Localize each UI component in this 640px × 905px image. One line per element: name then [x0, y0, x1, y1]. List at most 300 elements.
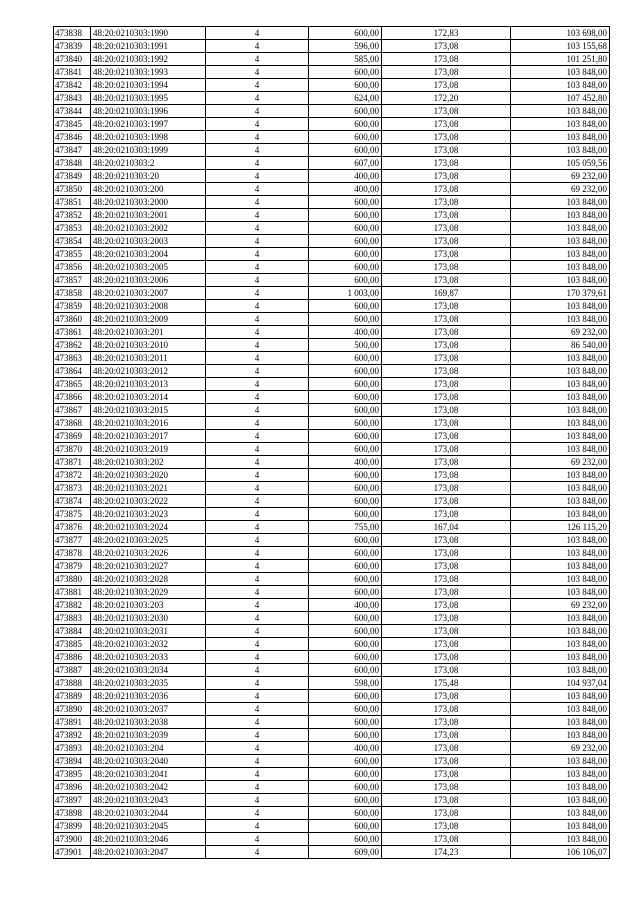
value-cell: 69 232,00 — [511, 456, 610, 469]
table-row — [54, 742, 610, 755]
table-row — [54, 248, 610, 261]
row-number-cell: 473874 — [54, 495, 91, 508]
area-cell: 600,00 — [309, 391, 382, 404]
cadastral-number-cell: 48:20:0210303:1998 — [91, 131, 206, 144]
cadastral-number-cell: 48:20:0210303:2003 — [91, 235, 206, 248]
cadastral-number-cell: 48:20:0210303:2022 — [91, 495, 206, 508]
row-number-cell: 473882 — [54, 599, 91, 612]
rate-cell: 173,08 — [382, 547, 511, 560]
cadastral-number-cell: 48:20:0210303:2013 — [91, 378, 206, 391]
cadastral-number-cell: 48:20:0210303:2030 — [91, 612, 206, 625]
class-cell: 4 — [206, 560, 309, 573]
area-cell: 600,00 — [309, 547, 382, 560]
row-number-cell: 473845 — [54, 118, 91, 131]
cadastral-number-cell: 48:20:0210303:202 — [91, 456, 206, 469]
rate-cell: 173,08 — [382, 482, 511, 495]
row-number-cell: 473867 — [54, 404, 91, 417]
area-cell: 600,00 — [309, 703, 382, 716]
area-cell: 598,00 — [309, 677, 382, 690]
class-cell: 4 — [206, 443, 309, 456]
value-cell: 103 848,00 — [511, 313, 610, 326]
value-cell: 103 848,00 — [511, 820, 610, 833]
value-cell: 103 848,00 — [511, 378, 610, 391]
class-cell: 4 — [206, 365, 309, 378]
rate-cell: 173,08 — [382, 430, 511, 443]
table-row — [54, 846, 610, 859]
table-row — [54, 131, 610, 144]
value-cell: 103 848,00 — [511, 66, 610, 79]
cadastral-number-cell: 48:20:0210303:2035 — [91, 677, 206, 690]
rate-cell: 175,48 — [382, 677, 511, 690]
table-row — [54, 92, 610, 105]
table-row — [54, 703, 610, 716]
area-cell: 600,00 — [309, 300, 382, 313]
table-row — [54, 326, 610, 339]
row-number-cell: 473842 — [54, 79, 91, 92]
value-cell: 103 848,00 — [511, 352, 610, 365]
table-row — [54, 508, 610, 521]
rate-cell: 173,08 — [382, 742, 511, 755]
table-row — [54, 170, 610, 183]
table-row — [54, 534, 610, 547]
area-cell: 400,00 — [309, 170, 382, 183]
value-cell: 103 848,00 — [511, 612, 610, 625]
rate-cell: 173,08 — [382, 690, 511, 703]
table-row — [54, 79, 610, 92]
table-row — [54, 404, 610, 417]
cadastral-number-cell: 48:20:0210303:2005 — [91, 261, 206, 274]
area-cell: 600,00 — [309, 222, 382, 235]
area-cell: 400,00 — [309, 326, 382, 339]
value-cell: 103 848,00 — [511, 222, 610, 235]
table-row — [54, 599, 610, 612]
class-cell: 4 — [206, 339, 309, 352]
row-number-cell: 473875 — [54, 508, 91, 521]
area-cell: 600,00 — [309, 430, 382, 443]
table-row — [54, 768, 610, 781]
table-row — [54, 755, 610, 768]
cadastral-number-cell: 48:20:0210303:2025 — [91, 534, 206, 547]
cadastral-number-cell: 48:20:0210303:2016 — [91, 417, 206, 430]
table-row — [54, 495, 610, 508]
class-cell: 4 — [206, 209, 309, 222]
table-row — [54, 105, 610, 118]
rate-cell: 173,08 — [382, 248, 511, 261]
table-row — [54, 443, 610, 456]
class-cell: 4 — [206, 196, 309, 209]
area-cell: 600,00 — [309, 274, 382, 287]
area-cell: 585,00 — [309, 53, 382, 66]
cadastral-number-cell: 48:20:0210303:2023 — [91, 508, 206, 521]
rate-cell: 173,08 — [382, 131, 511, 144]
value-cell: 103 848,00 — [511, 235, 610, 248]
table-row — [54, 196, 610, 209]
area-cell: 600,00 — [309, 508, 382, 521]
row-number-cell: 473894 — [54, 755, 91, 768]
row-number-cell: 473900 — [54, 833, 91, 846]
rate-cell: 173,08 — [382, 443, 511, 456]
table-row — [54, 794, 610, 807]
value-cell: 103 848,00 — [511, 703, 610, 716]
row-number-cell: 473863 — [54, 352, 91, 365]
class-cell: 4 — [206, 456, 309, 469]
value-cell: 103 848,00 — [511, 469, 610, 482]
rate-cell: 173,08 — [382, 456, 511, 469]
value-cell: 103 155,68 — [511, 40, 610, 53]
class-cell: 4 — [206, 742, 309, 755]
class-cell: 4 — [206, 521, 309, 534]
class-cell: 4 — [206, 677, 309, 690]
cadastral-number-cell: 48:20:0210303:2002 — [91, 222, 206, 235]
class-cell: 4 — [206, 183, 309, 196]
rate-cell: 173,08 — [382, 105, 511, 118]
rate-cell: 173,08 — [382, 170, 511, 183]
row-number-cell: 473848 — [54, 157, 91, 170]
area-cell: 600,00 — [309, 833, 382, 846]
table-row — [54, 638, 610, 651]
class-cell: 4 — [206, 833, 309, 846]
class-cell: 4 — [206, 703, 309, 716]
rate-cell: 173,08 — [382, 235, 511, 248]
class-cell: 4 — [206, 612, 309, 625]
cadastral-number-cell: 48:20:0210303:2036 — [91, 690, 206, 703]
table-row — [54, 664, 610, 677]
area-cell: 600,00 — [309, 248, 382, 261]
cadastral-number-cell: 48:20:0210303:2007 — [91, 287, 206, 300]
area-cell: 600,00 — [309, 131, 382, 144]
value-cell: 103 848,00 — [511, 547, 610, 560]
rate-cell: 169,87 — [382, 287, 511, 300]
row-number-cell: 473884 — [54, 625, 91, 638]
rate-cell: 173,08 — [382, 118, 511, 131]
table-row — [54, 612, 610, 625]
table-row — [54, 40, 610, 53]
cadastral-number-cell: 48:20:0210303:203 — [91, 599, 206, 612]
rate-cell: 167,04 — [382, 521, 511, 534]
value-cell: 106 106,07 — [511, 846, 610, 859]
value-cell: 103 848,00 — [511, 105, 610, 118]
rate-cell: 173,08 — [382, 638, 511, 651]
cadastral-number-cell: 48:20:0210303:2039 — [91, 729, 206, 742]
cadastral-number-cell: 48:20:0210303:2032 — [91, 638, 206, 651]
value-cell: 126 115,20 — [511, 521, 610, 534]
area-cell: 600,00 — [309, 352, 382, 365]
rate-cell: 173,08 — [382, 508, 511, 521]
row-number-cell: 473847 — [54, 144, 91, 157]
cadastral-number-cell: 48:20:0210303:2043 — [91, 794, 206, 807]
cadastral-number-cell: 48:20:0210303:2020 — [91, 469, 206, 482]
rate-cell: 173,08 — [382, 573, 511, 586]
value-cell: 103 848,00 — [511, 495, 610, 508]
row-number-cell: 473841 — [54, 66, 91, 79]
row-number-cell: 473883 — [54, 612, 91, 625]
class-cell: 4 — [206, 482, 309, 495]
row-number-cell: 473861 — [54, 326, 91, 339]
cadastral-number-cell: 48:20:0210303:2009 — [91, 313, 206, 326]
cadastral-number-cell: 48:20:0210303:201 — [91, 326, 206, 339]
value-cell: 103 848,00 — [511, 404, 610, 417]
value-cell: 103 848,00 — [511, 482, 610, 495]
cadastral-number-cell: 48:20:0210303:2004 — [91, 248, 206, 261]
class-cell: 4 — [206, 729, 309, 742]
row-number-cell: 473892 — [54, 729, 91, 742]
rate-cell: 173,08 — [382, 222, 511, 235]
table-row — [54, 27, 610, 40]
class-cell: 4 — [206, 378, 309, 391]
area-cell: 600,00 — [309, 209, 382, 222]
value-cell: 69 232,00 — [511, 170, 610, 183]
area-cell: 600,00 — [309, 261, 382, 274]
class-cell: 4 — [206, 495, 309, 508]
class-cell: 4 — [206, 690, 309, 703]
cadastral-number-cell: 48:20:0210303:2040 — [91, 755, 206, 768]
value-cell: 103 848,00 — [511, 274, 610, 287]
value-cell: 103 698,00 — [511, 27, 610, 40]
row-number-cell: 473866 — [54, 391, 91, 404]
class-cell: 4 — [206, 651, 309, 664]
class-cell: 4 — [206, 118, 309, 131]
class-cell: 4 — [206, 547, 309, 560]
class-cell: 4 — [206, 131, 309, 144]
cadastral-number-cell: 48:20:0210303:2021 — [91, 482, 206, 495]
rate-cell: 173,08 — [382, 339, 511, 352]
cadastral-number-cell: 48:20:0210303:2046 — [91, 833, 206, 846]
row-number-cell: 473865 — [54, 378, 91, 391]
cadastral-number-cell: 48:20:0210303:2031 — [91, 625, 206, 638]
cadastral-value-table — [53, 26, 610, 859]
row-number-cell: 473871 — [54, 456, 91, 469]
rate-cell: 173,08 — [382, 755, 511, 768]
document-page — [53, 26, 609, 859]
value-cell: 104 937,04 — [511, 677, 610, 690]
cadastral-number-cell: 48:20:0210303:2047 — [91, 846, 206, 859]
row-number-cell: 473849 — [54, 170, 91, 183]
value-cell: 69 232,00 — [511, 183, 610, 196]
table-row — [54, 430, 610, 443]
table-row — [54, 287, 610, 300]
area-cell: 600,00 — [309, 196, 382, 209]
area-cell: 600,00 — [309, 144, 382, 157]
table-row — [54, 274, 610, 287]
cadastral-number-cell: 48:20:0210303:1995 — [91, 92, 206, 105]
cadastral-number-cell: 48:20:0210303:2038 — [91, 716, 206, 729]
rate-cell: 173,08 — [382, 53, 511, 66]
value-cell: 103 848,00 — [511, 755, 610, 768]
table-row — [54, 521, 610, 534]
cadastral-number-cell: 48:20:0210303:2015 — [91, 404, 206, 417]
class-cell: 4 — [206, 404, 309, 417]
rate-cell: 173,08 — [382, 209, 511, 222]
cadastral-number-cell: 48:20:0210303:2019 — [91, 443, 206, 456]
class-cell: 4 — [206, 287, 309, 300]
class-cell: 4 — [206, 157, 309, 170]
value-cell: 103 848,00 — [511, 794, 610, 807]
table-row — [54, 547, 610, 560]
table-row — [54, 716, 610, 729]
value-cell: 170 379,61 — [511, 287, 610, 300]
value-cell: 103 848,00 — [511, 118, 610, 131]
class-cell: 4 — [206, 352, 309, 365]
cadastral-number-cell: 48:20:0210303:2010 — [91, 339, 206, 352]
row-number-cell: 473889 — [54, 690, 91, 703]
area-cell: 600,00 — [309, 768, 382, 781]
area-cell: 600,00 — [309, 820, 382, 833]
rate-cell: 173,08 — [382, 352, 511, 365]
area-cell: 600,00 — [309, 716, 382, 729]
row-number-cell: 473839 — [54, 40, 91, 53]
value-cell: 103 848,00 — [511, 248, 610, 261]
table-body — [54, 27, 610, 859]
cadastral-number-cell: 48:20:0210303:1992 — [91, 53, 206, 66]
value-cell: 103 848,00 — [511, 131, 610, 144]
class-cell: 4 — [206, 820, 309, 833]
area-cell: 600,00 — [309, 781, 382, 794]
rate-cell: 172,20 — [382, 92, 511, 105]
row-number-cell: 473869 — [54, 430, 91, 443]
area-cell: 600,00 — [309, 443, 382, 456]
class-cell: 4 — [206, 755, 309, 768]
class-cell: 4 — [206, 586, 309, 599]
row-number-cell: 473852 — [54, 209, 91, 222]
class-cell: 4 — [206, 599, 309, 612]
area-cell: 600,00 — [309, 404, 382, 417]
value-cell: 103 848,00 — [511, 508, 610, 521]
table-row — [54, 391, 610, 404]
class-cell: 4 — [206, 274, 309, 287]
class-cell: 4 — [206, 807, 309, 820]
table-row — [54, 417, 610, 430]
value-cell: 103 848,00 — [511, 768, 610, 781]
rate-cell: 173,08 — [382, 768, 511, 781]
table-row — [54, 261, 610, 274]
row-number-cell: 473864 — [54, 365, 91, 378]
rate-cell: 173,08 — [382, 66, 511, 79]
area-cell: 600,00 — [309, 313, 382, 326]
value-cell: 103 848,00 — [511, 534, 610, 547]
table-row — [54, 183, 610, 196]
rate-cell: 173,08 — [382, 365, 511, 378]
table-row — [54, 222, 610, 235]
table-row — [54, 313, 610, 326]
row-number-cell: 473846 — [54, 131, 91, 144]
rate-cell: 173,08 — [382, 729, 511, 742]
table-row — [54, 118, 610, 131]
row-number-cell: 473893 — [54, 742, 91, 755]
cadastral-number-cell: 48:20:0210303:1994 — [91, 79, 206, 92]
row-number-cell: 473854 — [54, 235, 91, 248]
value-cell: 103 848,00 — [511, 300, 610, 313]
class-cell: 4 — [206, 391, 309, 404]
value-cell: 103 848,00 — [511, 417, 610, 430]
rate-cell: 173,08 — [382, 79, 511, 92]
area-cell: 600,00 — [309, 664, 382, 677]
row-number-cell: 473896 — [54, 781, 91, 794]
area-cell: 600,00 — [309, 378, 382, 391]
row-number-cell: 473901 — [54, 846, 91, 859]
value-cell: 103 848,00 — [511, 781, 610, 794]
class-cell: 4 — [206, 794, 309, 807]
row-number-cell: 473853 — [54, 222, 91, 235]
cadastral-number-cell: 48:20:0210303:1996 — [91, 105, 206, 118]
table-row — [54, 807, 610, 820]
table-row — [54, 235, 610, 248]
value-cell: 101 251,80 — [511, 53, 610, 66]
area-cell: 600,00 — [309, 586, 382, 599]
class-cell: 4 — [206, 300, 309, 313]
rate-cell: 173,08 — [382, 781, 511, 794]
table-row — [54, 573, 610, 586]
class-cell: 4 — [206, 469, 309, 482]
rate-cell: 173,08 — [382, 157, 511, 170]
area-cell: 400,00 — [309, 183, 382, 196]
row-number-cell: 473895 — [54, 768, 91, 781]
row-number-cell: 473856 — [54, 261, 91, 274]
value-cell: 103 848,00 — [511, 196, 610, 209]
row-number-cell: 473843 — [54, 92, 91, 105]
rate-cell: 173,08 — [382, 794, 511, 807]
class-cell: 4 — [206, 170, 309, 183]
value-cell: 103 848,00 — [511, 586, 610, 599]
class-cell: 4 — [206, 534, 309, 547]
row-number-cell: 473855 — [54, 248, 91, 261]
cadastral-number-cell: 48:20:0210303:2026 — [91, 547, 206, 560]
row-number-cell: 473886 — [54, 651, 91, 664]
rate-cell: 173,08 — [382, 651, 511, 664]
class-cell: 4 — [206, 716, 309, 729]
row-number-cell: 473887 — [54, 664, 91, 677]
table-row — [54, 820, 610, 833]
row-number-cell: 473862 — [54, 339, 91, 352]
rate-cell: 173,08 — [382, 586, 511, 599]
rate-cell: 173,08 — [382, 703, 511, 716]
rate-cell: 173,08 — [382, 144, 511, 157]
rate-cell: 173,08 — [382, 495, 511, 508]
row-number-cell: 473872 — [54, 469, 91, 482]
value-cell: 103 848,00 — [511, 625, 610, 638]
table-row — [54, 469, 610, 482]
rate-cell: 173,08 — [382, 183, 511, 196]
value-cell: 103 848,00 — [511, 833, 610, 846]
cadastral-number-cell: 48:20:0210303:2 — [91, 157, 206, 170]
table-row — [54, 157, 610, 170]
rate-cell: 173,08 — [382, 716, 511, 729]
class-cell: 4 — [206, 235, 309, 248]
row-number-cell: 473857 — [54, 274, 91, 287]
table-row — [54, 456, 610, 469]
row-number-cell: 473888 — [54, 677, 91, 690]
rate-cell: 173,08 — [382, 560, 511, 573]
area-cell: 600,00 — [309, 482, 382, 495]
row-number-cell: 473897 — [54, 794, 91, 807]
cadastral-number-cell: 48:20:0210303:2001 — [91, 209, 206, 222]
table-row — [54, 482, 610, 495]
table-row — [54, 378, 610, 391]
class-cell: 4 — [206, 508, 309, 521]
table-row — [54, 300, 610, 313]
table-row — [54, 690, 610, 703]
rate-cell: 173,08 — [382, 469, 511, 482]
table-row — [54, 586, 610, 599]
area-cell: 600,00 — [309, 534, 382, 547]
row-number-cell: 473838 — [54, 27, 91, 40]
class-cell: 4 — [206, 222, 309, 235]
class-cell: 4 — [206, 573, 309, 586]
class-cell: 4 — [206, 625, 309, 638]
value-cell: 103 848,00 — [511, 261, 610, 274]
rate-cell: 173,08 — [382, 326, 511, 339]
row-number-cell: 473844 — [54, 105, 91, 118]
row-number-cell: 473851 — [54, 196, 91, 209]
